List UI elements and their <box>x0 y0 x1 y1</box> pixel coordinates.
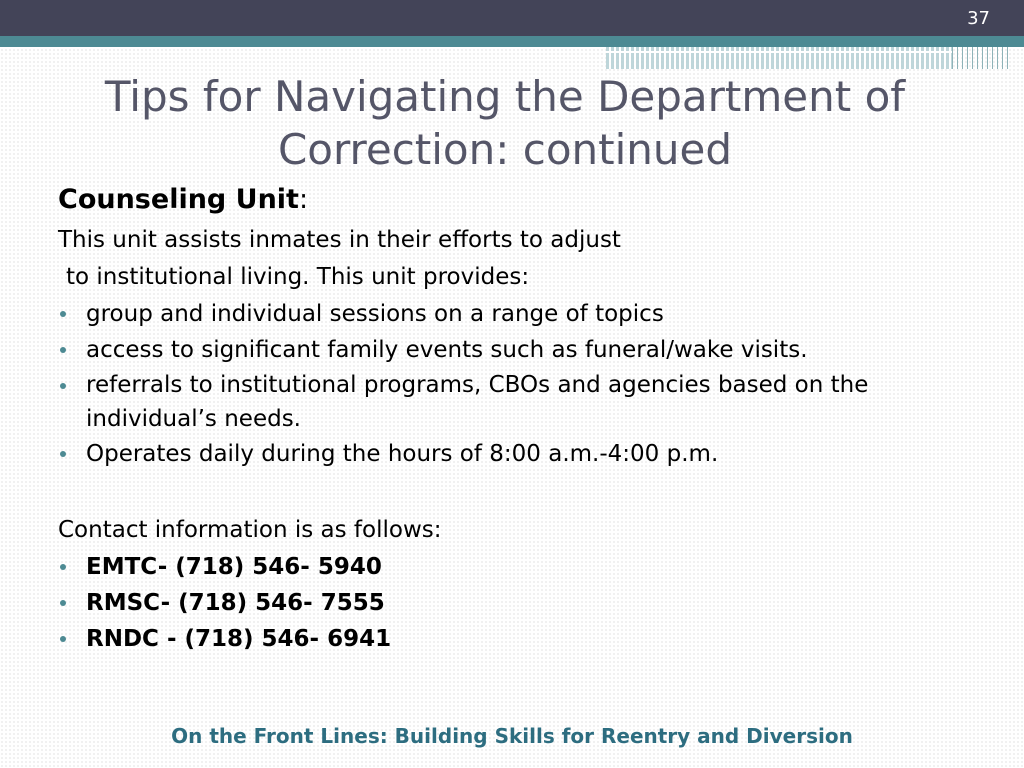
contact-intro: Contact information is as follows: <box>58 517 442 543</box>
bullet-icon <box>60 600 66 606</box>
intro-line-2: to institutional living. This unit provides: <box>66 264 530 290</box>
list-item: Operates daily during the hours of 8:00 a.m.-4:00 p.m. <box>58 436 998 472</box>
title-line-1: Tips for Navigating the Department of <box>104 72 906 121</box>
contact-item: EMTC- (718) 546- 5940 <box>58 549 998 585</box>
slide-body <box>58 180 998 657</box>
header-accent-bar <box>0 36 1024 47</box>
bullet-icon <box>60 451 66 457</box>
spacer <box>58 472 998 512</box>
decorative-strip <box>606 47 952 69</box>
services-list <box>58 296 998 472</box>
bullet-icon <box>60 311 66 317</box>
list-item: group and individual sessions on a range of topics <box>58 296 998 332</box>
title-line-2: Correction: continued <box>277 125 733 174</box>
contacts-list <box>58 549 998 657</box>
header-bar <box>0 0 1024 36</box>
list-item: access to significant family events such as funeral/wake visits. <box>58 332 998 368</box>
bullet-icon <box>60 564 66 570</box>
contact-item: RNDC - (718) 546- 6941 <box>58 621 998 657</box>
section-heading-colon: : <box>298 184 309 215</box>
section-heading <box>58 180 998 222</box>
bullet-icon <box>60 636 66 642</box>
slide-number: 37 <box>967 8 990 29</box>
contact-item: RMSC- (718) 546- 7555 <box>58 585 998 621</box>
intro-line-1: This unit assists inmates in their efforts to adjust <box>58 227 621 253</box>
slide-title <box>40 70 970 176</box>
bullet-icon <box>60 347 66 353</box>
footer-text: On the Front Lines: Building Skills for Reentry and Diversion <box>171 724 853 748</box>
decorative-lines <box>952 47 1008 69</box>
list-item: referrals to institutional programs, CBOs and agencies based on the individual’s needs. <box>58 368 998 436</box>
section-heading-text: Counseling Unit <box>58 184 299 215</box>
bullet-icon <box>60 383 66 389</box>
